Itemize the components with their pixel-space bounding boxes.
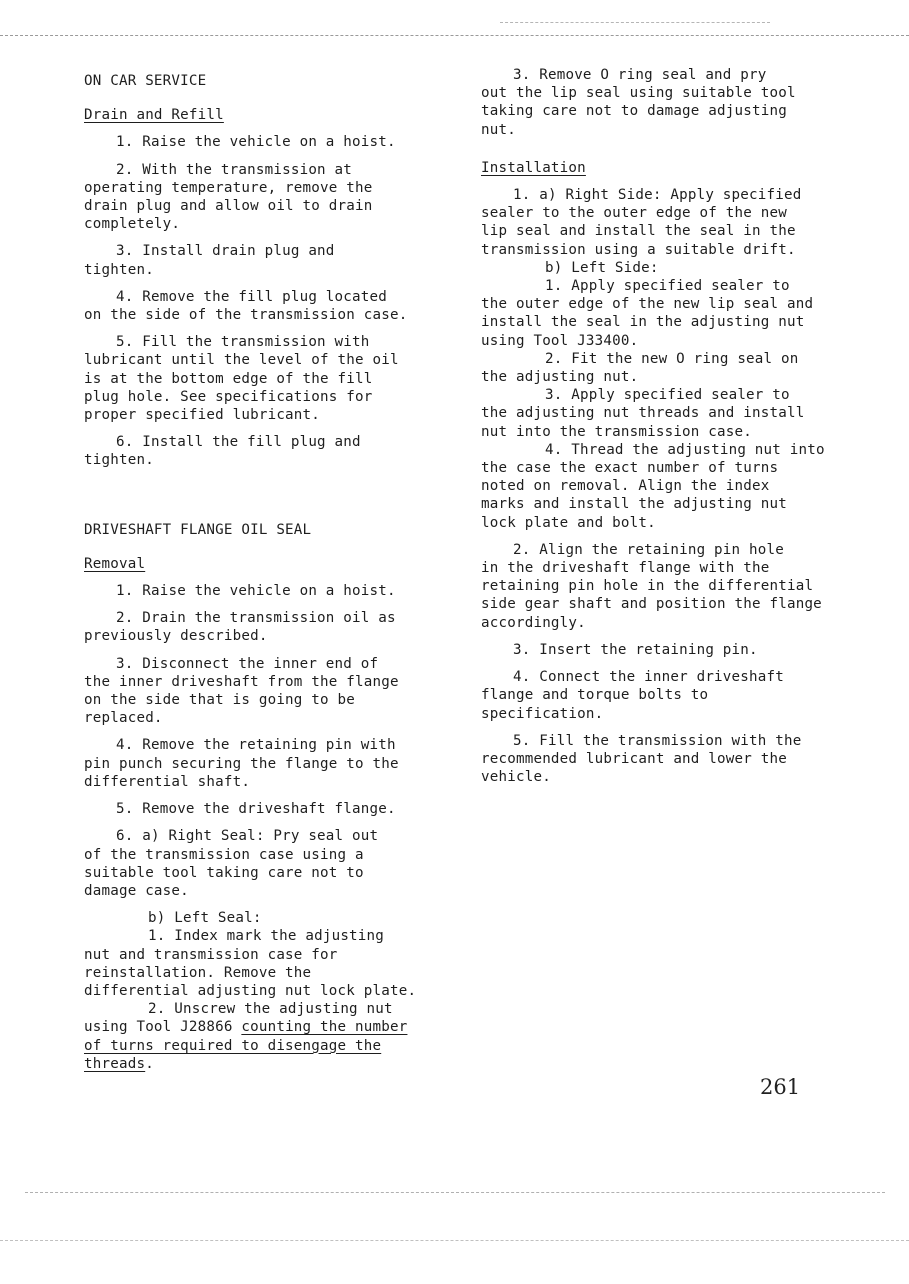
- section-heading-driveshaft-seal: DRIVESHAFT FLANGE OIL SEAL: [84, 521, 312, 538]
- step-drain-2: 2. With the transmission at operating temperature, remove the drain plug and allow oil to drain completely.: [84, 161, 373, 233]
- step-install-1b-3: 3. Apply specified sealer to the adjusting nut threads and install nut into the transmission case.: [481, 387, 805, 440]
- scan-edge-bottom-2: [0, 1240, 909, 1241]
- step-install-1b-4: 4. Thread the adjusting nut into the case the exact number of turns noted on removal. Align the index marks and install the adjusting nut lock plate and bolt.: [481, 441, 825, 531]
- step-removal-6a: 6. a) Right Seal: Pry seal out of the transmission case using a suitable tool taking care not to damage case.: [84, 828, 379, 899]
- right-column: [481, 66, 856, 795]
- step-removal-6b-2: [84, 1000, 444, 1073]
- step-removal-6b-3: 3. Remove O ring seal and pry out the lip seal using suitable tool taking care not to damage adjusting nut.: [481, 67, 796, 138]
- step-removal-6b-2-text: 2. Unscrew the adjusting nut using Tool J28866: [84, 1001, 393, 1036]
- step-drain-3: 3. Install drain plug and tighten.: [84, 243, 335, 278]
- scan-edge-bottom: [25, 1192, 885, 1193]
- step-install-5: 5. Fill the transmission with the recommended lubricant and lower the vehicle.: [481, 732, 802, 786]
- section-heading-on-car-service: ON CAR SERVICE: [84, 73, 207, 89]
- step-removal-6b-2-end: .: [145, 1055, 154, 1072]
- step-install-1b-1: 1. Apply specified sealer to the outer edge of the new lip seal and install the seal in the adjusting nut using Tool J33400.: [481, 278, 814, 349]
- step-drain-5: 5. Fill the transmission with lubricant until the level of the oil is at the bottom edge of the fill plug hole. See specifications for proper specified lubricant.: [84, 334, 399, 424]
- subheading-drain-refill: Drain and Refill: [84, 107, 224, 124]
- step-install-1a: 1. a) Right Side: Apply specified sealer to the outer edge of the new lip seal and install the seal in the transmission using a suitable drift.: [481, 187, 802, 258]
- step-drain-1: 1. Raise the vehicle on a hoist.: [116, 134, 396, 151]
- step-removal-2: 2. Drain the transmission oil as previously described.: [84, 610, 396, 645]
- step-removal-5: 5. Remove the driveshaft flange.: [116, 801, 396, 818]
- step-install-4: 4. Connect the inner driveshaft flange and torque bolts to specification.: [481, 669, 784, 722]
- subheading-removal: Removal: [84, 555, 146, 572]
- step-removal-4: 4. Remove the retaining pin with pin punch securing the flange to the differential shaft.: [84, 737, 399, 790]
- step-drain-4: 4. Remove the fill plug located on the side of the transmission case.: [84, 288, 408, 324]
- step-removal-1: 1. Raise the vehicle on a hoist.: [116, 583, 396, 600]
- step-removal-6b-1: 1. Index mark the adjusting nut and transmission case for reinstallation. Remove the differential adjusting nut lock plate.: [84, 928, 417, 999]
- step-drain-6: 6. Install the fill plug and tighten.: [84, 434, 361, 469]
- step-install-1b-heading: b) Left Side:: [545, 259, 659, 276]
- step-install-1b-2: 2. Fit the new O ring seal on the adjusting nut.: [481, 350, 799, 386]
- step-install-3: 3. Insert the retaining pin.: [513, 641, 758, 658]
- scan-edge-top: [0, 35, 909, 36]
- scan-edge-top-2: [500, 22, 770, 23]
- page-number: 261: [760, 1075, 801, 1099]
- left-column: [84, 66, 444, 1082]
- step-install-2: 2. Align the retaining pin hole in the driveshaft flange with the retaining pin hole in the differential side gear shaft and position the flange accordingly.: [481, 541, 822, 631]
- step-removal-3: 3. Disconnect the inner end of the inner driveshaft from the flange on the side that is going to be replaced.: [84, 655, 399, 727]
- step-removal-6b-heading: b) Left Seal:: [148, 910, 262, 927]
- step-removal-6b-2-underlined: counting the number of turns required to disengage the threads: [84, 1019, 408, 1072]
- subheading-installation: Installation: [481, 159, 586, 176]
